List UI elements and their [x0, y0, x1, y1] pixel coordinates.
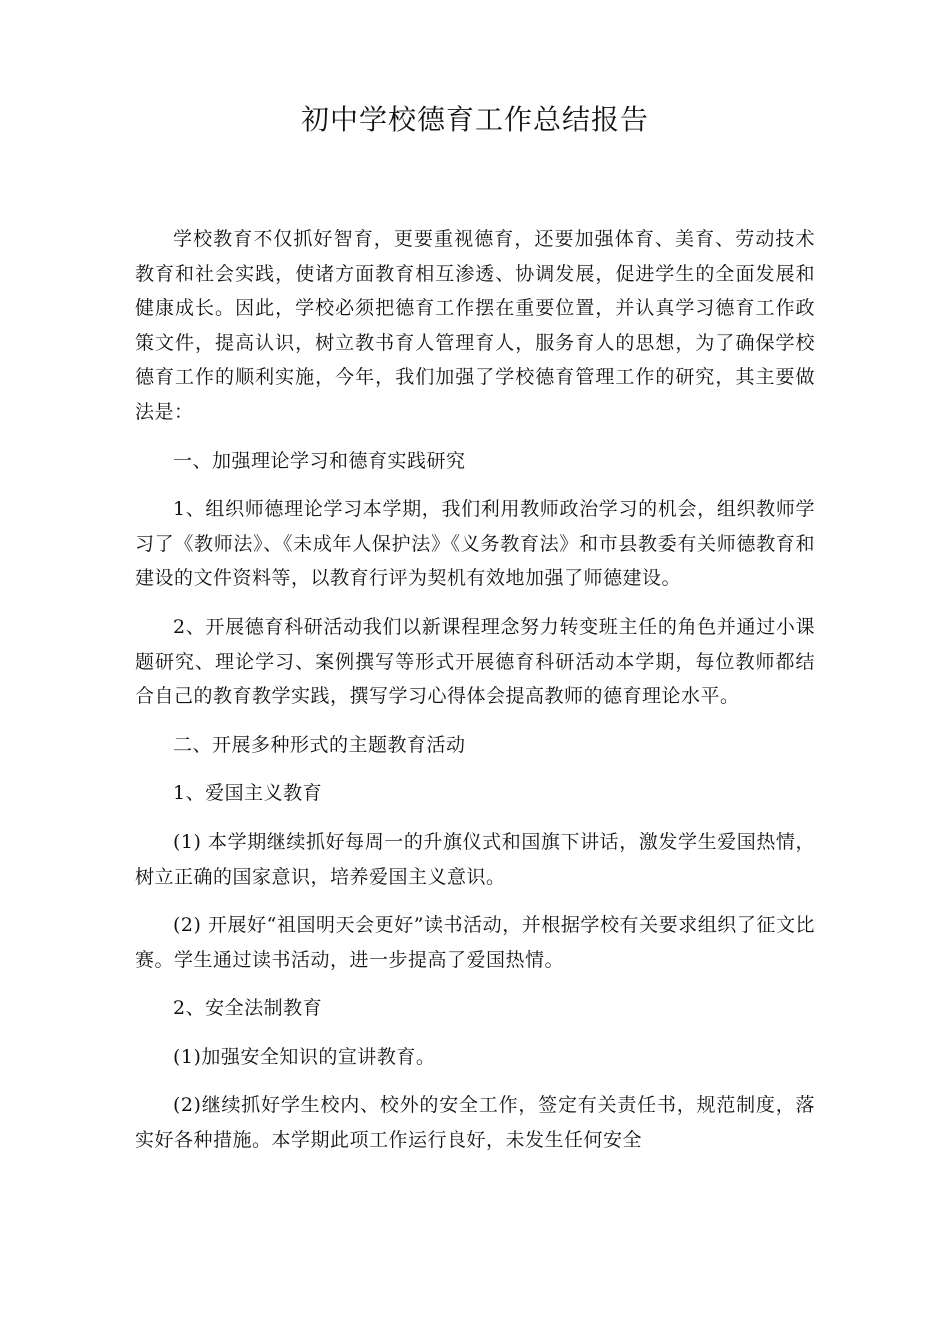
paragraph-reading-activity: (2) 开展好“祖国明天会更好”读书活动，并根据学校有关要求组织了征文比赛。学生通过读书活动，进一步提高了爱国热情。	[135, 914, 815, 971]
paragraph-safety-work: (2)继续抓好学生校内、校外的安全工作，签定有关责任书，规范制度，落实好各种措施。本学期此项工作运行良好，未发生任何安全	[135, 1094, 815, 1152]
document-body	[135, 222, 815, 1172]
paragraph-moral-research: 2、开展德育科研活动我们以新课程理念努力转变班主任的角色并通过小课题研究、理论学习、案例撰写等形式开展德育科研活动本学期，每位教师都结合自己的教育教学实践，撰写学习心得体会提高教师的德育理论水平。	[135, 615, 815, 708]
section-heading-1: 一、加强理论学习和德育实践研究	[173, 449, 466, 472]
document-title: 初中学校德育工作总结报告	[300, 103, 649, 136]
paragraph-flag-ceremony: (1) 本学期继续抓好每周一的升旗仪式和国旗下讲话，激发学生爱国热情，树立正确的国家意识，培养爱国主义意识。	[135, 830, 815, 888]
subheading-patriotic-education: 1、爱国主义教育	[173, 782, 323, 805]
paragraph-safety-knowledge: (1)加强安全知识的宣讲教育。	[173, 1045, 436, 1068]
section-heading-2: 二、开展多种形式的主题教育活动	[173, 733, 466, 756]
subheading-safety-legal-education: 2、安全法制教育	[173, 997, 323, 1020]
paragraph-teacher-ethics-study: 1、组织师德理论学习本学期，我们利用教师政治学习的机会，组织教师学习了《教师法》、《未成年人保护法》《义务教育法》和市县教委有关师德教育和建设的文件资料等，以教育行评为契机有效地加强了师德建设。	[135, 498, 815, 590]
intro-paragraph: 学校教育不仅抓好智育，更要重视德育，还要加强体育、美育、劳动技术教育和社会实践，使诸方面教育相互渗透、协调发展，促进学生的全面发展和健康成长。因此，学校必须把德育工作摆在重要位置，并认真学习德育工作政策文件，提高认识，树立教书育人管理育人，服务育人的思想，为了确保学校德育工作的顺利实施，今年，我们加强了学校德育管理工作的研究，其主要做法是：	[135, 228, 815, 423]
